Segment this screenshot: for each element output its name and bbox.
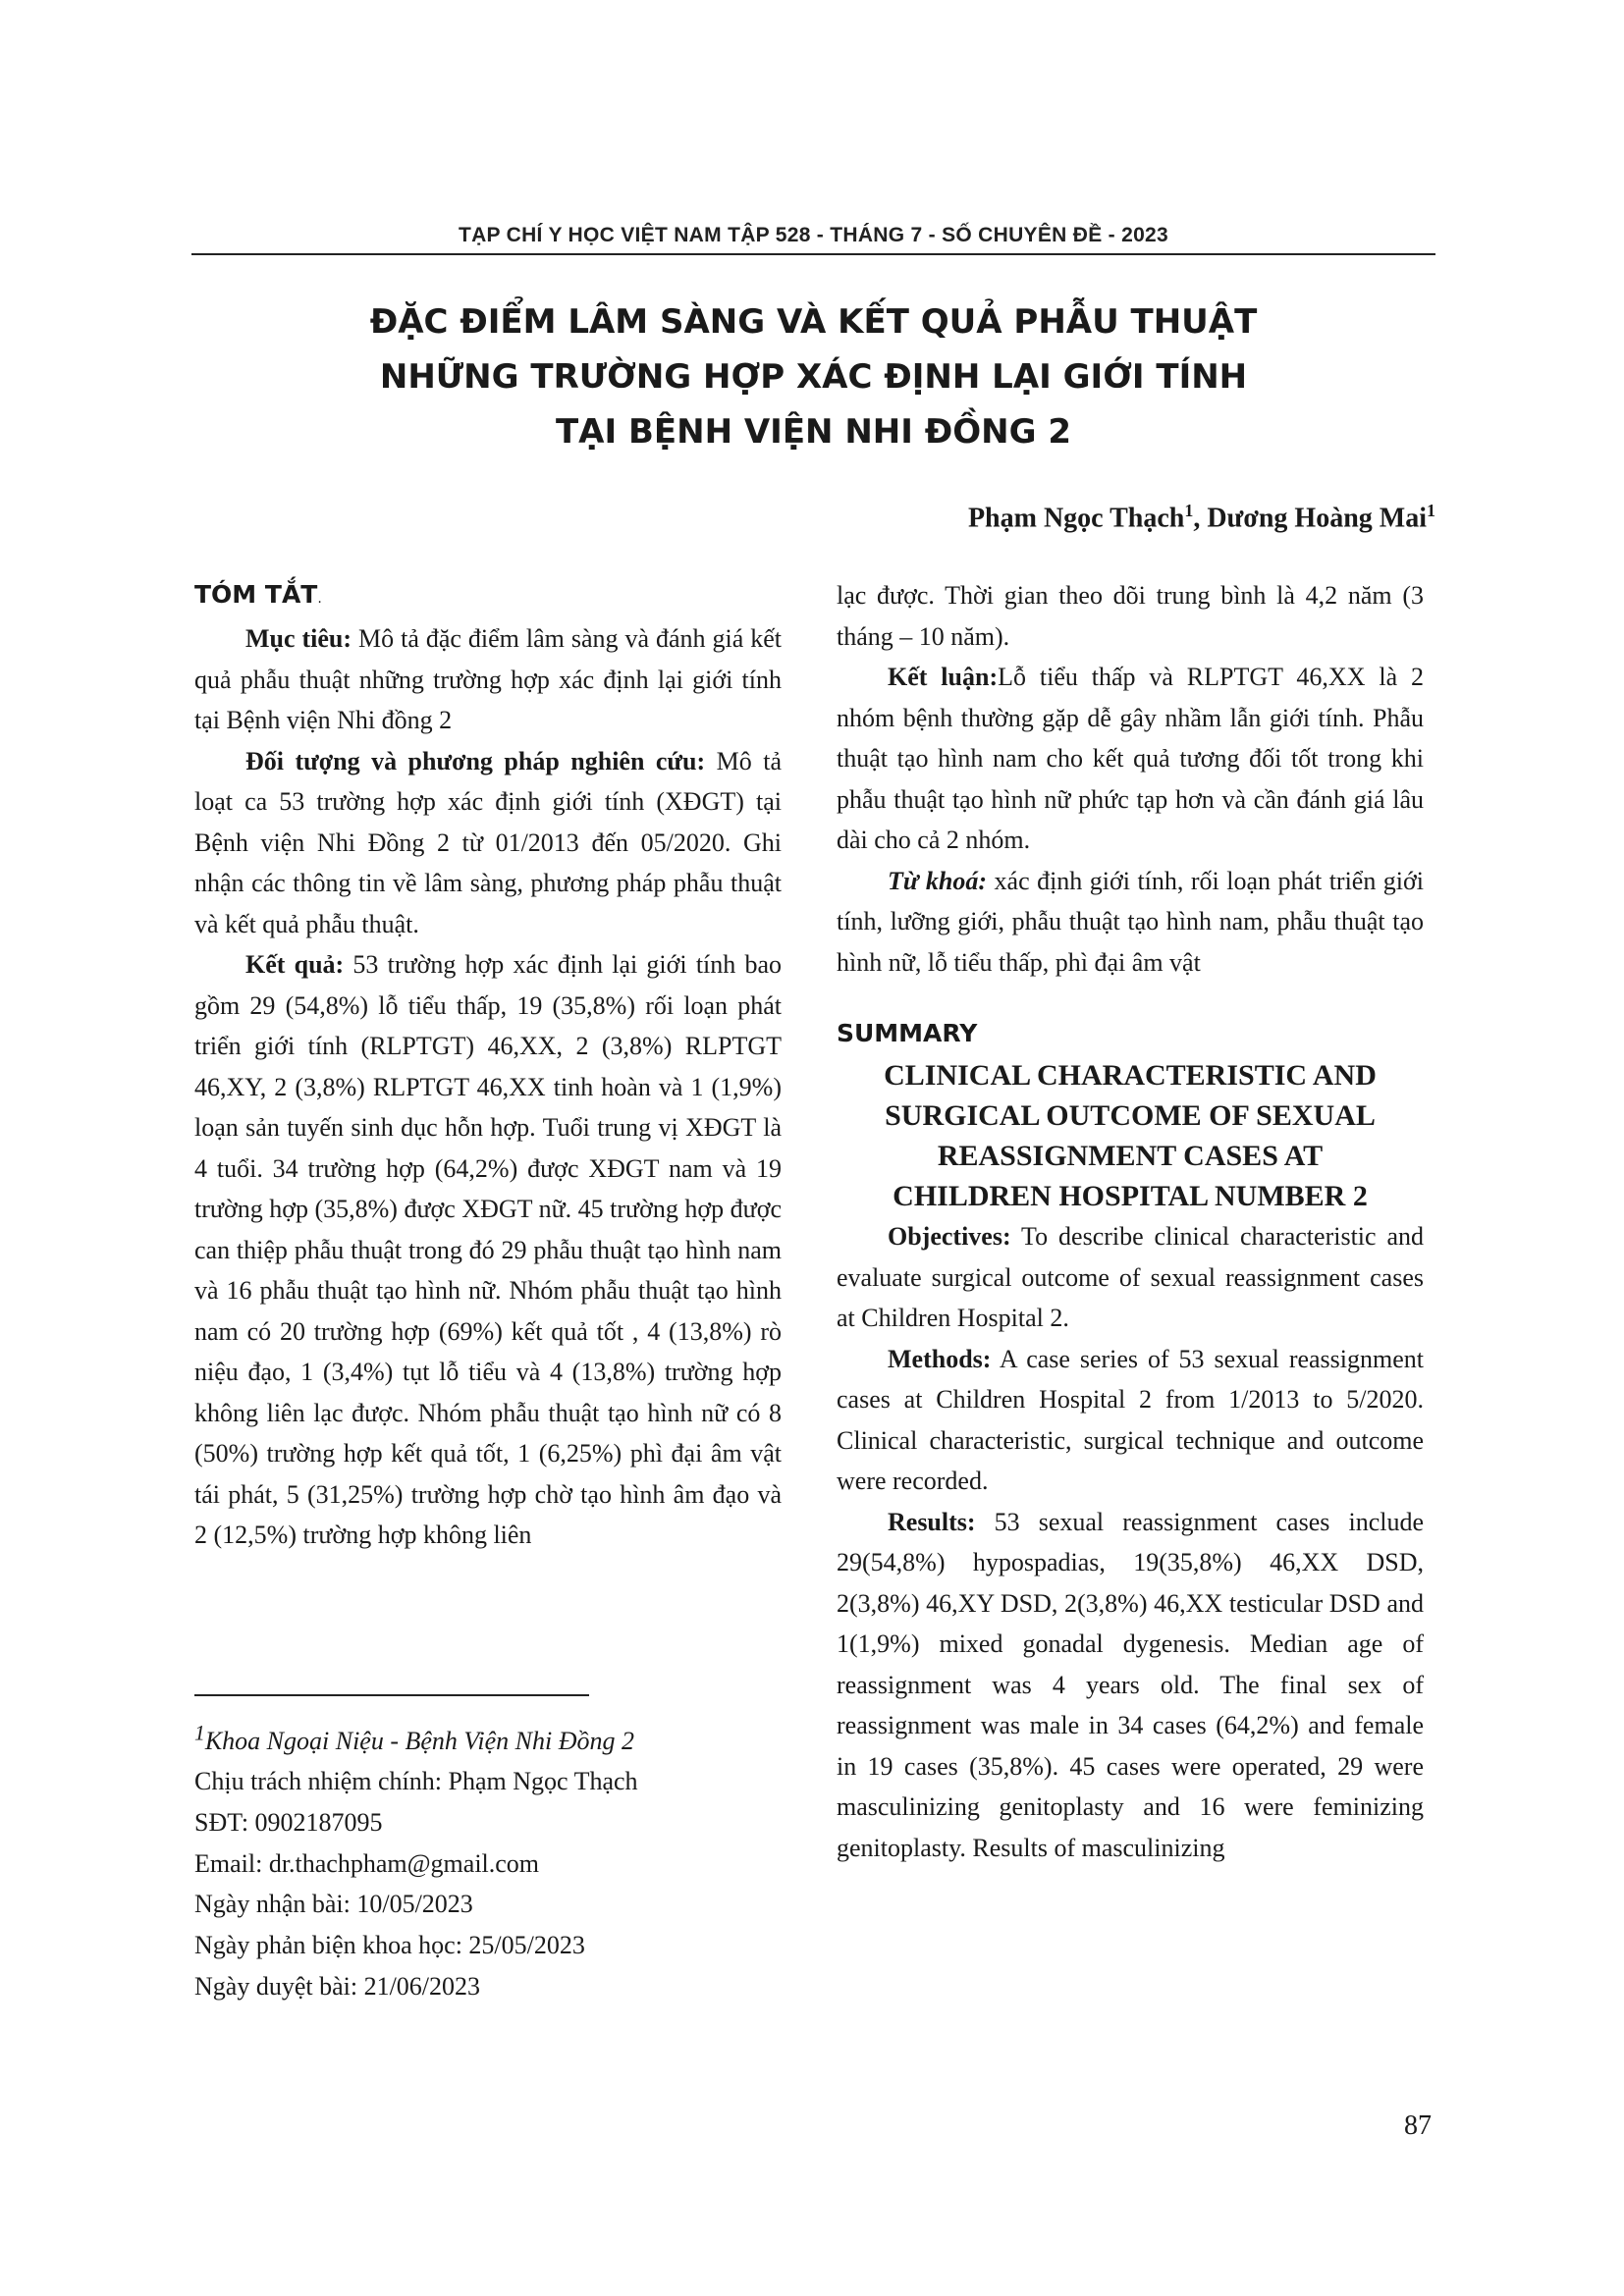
- keywords-label: Từ khoá:: [888, 866, 988, 895]
- footnote-responsible: Chịu trách nhiệm chính: Phạm Ngọc Thạch: [194, 1767, 638, 1796]
- abstract-vi-heading-text: TÓM TẮT: [194, 580, 318, 609]
- objective-text: Mô tả đặc điểm lâm sàng và đánh giá kết quả phẫu thuật những trường hợp xác định lại giới tính tại Bệnh viện Nhi đồng 2: [194, 624, 782, 734]
- right-column: [837, 575, 1424, 1868]
- footnote-received: Ngày nhận bài: 10/05/2023: [194, 1890, 473, 1919]
- methods-text: Mô tả loạt ca 53 trường hợp xác định giới tính (XĐGT) tại Bệnh viện Nhi Đồng 2 từ 01/2013 đến 05/2020. Ghi nhận các thông tin về lâm sàng, phương pháp phẫu thuật và kết quả phẫu thuật.: [194, 746, 782, 938]
- conclusion-label: Kết luận:: [888, 663, 999, 691]
- title-line-1: ĐẶC ĐIỂM LÂM SÀNG VÀ KẾT QUẢ PHẪU THUẬT: [369, 302, 1258, 342]
- left-column: [194, 575, 782, 1556]
- abstract-vi-results-continued: lạc được. Thời gian theo dõi trung bình là 4,2 năm (3 tháng – 10 năm).: [837, 581, 1424, 651]
- english-title-line-4: CHILDREN HOSPITAL NUMBER 2: [893, 1180, 1368, 1212]
- footnote-phone: SĐT: 0902187095: [194, 1808, 383, 1838]
- author-1: Phạm Ngọc Thạch: [967, 503, 1185, 534]
- results-en-text: 53 sexual reassignment cases include 29(54,8%) hypospadias, 19(35,8%) 46,XX DSD, 2(3,8%) 46,XY DSD, 2(3,8%) 46,XX testicular DSD and 1(1,9%) mixed gonadal dygenesis. Median age of reassignment was 4 years old. The final sex of reassignment was male in 34 cases (64,2%) and female in 19 cases (35,8%). 45 cases were operated, 29 were masculinizing genitoplasty and 16 were feminizing genitoplasty. Results of masculinizing: [837, 1507, 1424, 1862]
- article-title: [191, 294, 1435, 459]
- title-line-2: NHỮNG TRƯỜNG HỢP XÁC ĐỊNH LẠI GIỚI TÍNH: [379, 357, 1248, 397]
- conclusion-text: Lỗ tiểu thấp và RLPTGT 46,XX là 2 nhóm bệnh thường gặp dễ gây nhầm lẫn giới tính. Phẫu thuật tạo hình nam cho kết quả tương đối tốt trong khi phẫu thuật tạo hình nữ phức tạp hơn và cần đánh giá lâu dài cho cả 2 nhóm.: [837, 663, 1424, 854]
- keywords-text: xác định giới tính, rối loạn phát triển giới tính, lưỡng giới, phẫu thuật tạo hình nam, phẫu thuật tạo hình nữ, lỗ tiểu thấp, phì đại âm vật: [837, 866, 1425, 977]
- abstract-vi-results: [194, 944, 782, 1556]
- affiliation-text: Khoa Ngoại Niệu - Bệnh Viện Nhi Đồng 2: [204, 1726, 634, 1755]
- abstract-en-objectives: [837, 1216, 1424, 1339]
- english-title-line-3: REASSIGNMENT CASES AT: [937, 1140, 1324, 1172]
- objectives-label: Objectives:: [888, 1222, 1011, 1251]
- results-label: Kết quả:: [245, 950, 345, 979]
- footnote-affiliation: [194, 1713, 784, 1761]
- author-1-affiliation: 1: [1184, 501, 1194, 520]
- affiliation-sup: 1: [194, 1721, 205, 1744]
- journal-header: TẠP CHÍ Y HỌC VIỆT NAM TẬP 528 - THÁNG 7 - SỐ CHUYÊN ĐỀ - 2023: [458, 224, 1169, 246]
- footnotes: [194, 1713, 784, 2007]
- footnote-divider: [194, 1694, 589, 1696]
- author-2-affiliation: 1: [1427, 501, 1435, 520]
- title-line-3: TẠI BỆNH VIỆN NHI ĐỒNG 2: [555, 412, 1071, 452]
- abstract-vi-objective: [194, 618, 782, 741]
- author-2: Dương Hoàng Mai: [1207, 503, 1427, 534]
- results-en-label: Results:: [888, 1507, 976, 1536]
- english-title-line-2: SURGICAL OUTCOME OF SEXUAL: [885, 1099, 1376, 1132]
- english-title-line-1: CLINICAL CHARACTERISTIC AND: [884, 1059, 1377, 1092]
- abstract-vi-heading-dot: .: [317, 591, 322, 607]
- english-title: [837, 1055, 1424, 1216]
- abstract-vi-heading: [194, 575, 782, 618]
- header-divider: [191, 253, 1435, 255]
- summary-heading: SUMMARY: [837, 1019, 978, 1047]
- abstract-en-results: [837, 1502, 1424, 1869]
- abstract-en-methods: [837, 1339, 1424, 1502]
- abstract-vi-methods: [194, 741, 782, 945]
- footnote-reviewed: Ngày phản biện khoa học: 25/05/2023: [194, 1931, 585, 1960]
- abstract-vi-conclusion: [837, 657, 1424, 861]
- page-number: 87: [1404, 2110, 1432, 2141]
- methods-en-label: Methods:: [888, 1344, 992, 1373]
- methods-label: Đối tượng và phương pháp nghiên cứu:: [245, 746, 706, 775]
- abstract-vi-keywords: [837, 861, 1424, 984]
- objective-label: Mục tiêu:: [245, 624, 352, 653]
- footnote-email: Email: dr.thachpham@gmail.com: [194, 1848, 540, 1878]
- author-line: [968, 501, 1435, 534]
- objectives-text: To describe clinical characteristic and evaluate surgical outcome of sexual reassignment cases at Children Hospital 2.: [837, 1222, 1424, 1332]
- author-separator: ,: [1193, 503, 1208, 534]
- results-text: 53 trường hợp xác định lại giới tính bao gồm 29 (54,8%) lỗ tiểu thấp, 19 (35,8%) rối loạn phát triển giới tính (RLPTGT) 46,XX, 2 (3,8%) RLPTGT 46,XY, 2 (3,8%) RLPTGT 46,XX tinh hoàn và 1 (1,9%) loạn sản tuyến sinh dục hỗn hợp. Tuổi trung vị XĐGT là 4 tuổi. 34 trường hợp (64,2%) được XĐGT nam và 19 trường hợp (35,8%) được XĐGT nữ. 45 trường hợp được can thiệp phẫu thuật trong đó 29 phẫu thuật tạo hình nam và 16 phẫu thuật tạo hình nữ. Nhóm phẫu thuật tạo hình nam có 20 trường hợp (69%) kết quả tốt , 4 (13,8%) rò niệu đạo, 1 (3,4%) tụt lỗ tiểu và 4 (13,8%) trường hợp không liên lạc được. Nhóm phẫu thuật tạo hình nữ có 8 (50%) trường hợp kết quả tốt, 1 (6,25%) phì đại âm vật tái phát, 5 (31,25%) trường hợp chờ tạo hình âm đạo và 2 (12,5%) trường hợp không liên: [194, 950, 783, 1549]
- methods-en-text: A case series of 53 sexual reassignment cases at Children Hospital 2 from 1/2013 to 5/2020. Clinical characteristic, surgical technique and outcome were recorded.: [837, 1344, 1424, 1495]
- footnote-approved: Ngày duyệt bài: 21/06/2023: [194, 1971, 481, 2001]
